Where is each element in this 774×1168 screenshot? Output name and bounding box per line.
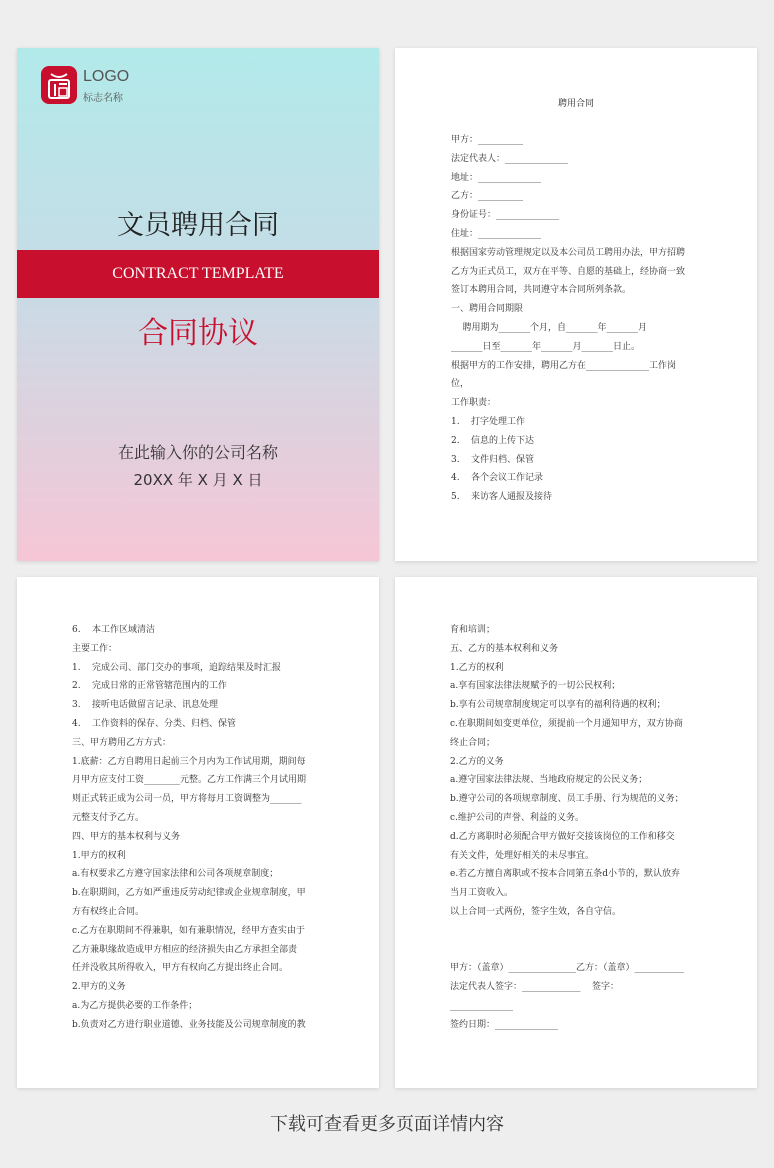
text-line: 以上合同一式两份，签字生效，各自守信。 xyxy=(450,906,622,917)
text-line: 6. 本工作区域清洁 xyxy=(72,625,156,635)
text-line: b.负责对乙方进行职业道德、业务技能及公司规章制度的教 xyxy=(72,1019,306,1030)
contract-page-3 xyxy=(395,577,757,1088)
text-line: 乙方：__________ xyxy=(451,191,524,202)
logo-subtitle: 标志名称 xyxy=(83,93,123,104)
text-line: a.遵守国家法律法规、当地政府规定的公民义务； xyxy=(450,775,648,786)
page-body xyxy=(72,621,330,1035)
text-line: 2.甲方的义务 xyxy=(72,982,126,993)
text-line: c.维护公司的声誉、利益的义务。 xyxy=(450,812,584,823)
text-line: 身份证号：______________ xyxy=(451,210,560,221)
text-line: 乙方兼职缘故造成甲方相应的经济损失由乙方承担全部责 xyxy=(72,944,298,955)
cover-title: 文员聘用合同 xyxy=(117,210,279,241)
text-line: d.乙方离职时必须配合甲方做好交接该岗位的工作和移交 xyxy=(450,831,675,842)
text-line: 方有权终止合同。 xyxy=(72,906,145,917)
text-line: 签约日期：______________ xyxy=(450,1019,559,1030)
text-line: 乙方为正式员工，双方在平等、自愿的基础上，经协商一致 xyxy=(451,266,686,277)
text-line: 3. 接听电话做留言记录、讯息处理 xyxy=(72,700,219,711)
text-line: 有关文件，处理好相关的未尽事宜。 xyxy=(450,850,595,861)
text-line: c.乙方在职期间不得兼职，如有兼职情况，经甲方查实由于 xyxy=(72,925,305,936)
text-line: 法定代表人签字：_____________ 签字： xyxy=(450,982,619,993)
text-line: a.为乙方提供必要的工作条件； xyxy=(72,1000,198,1011)
text-line: a.享有国家法律法规赋予的一切公民权利； xyxy=(450,681,621,692)
text-line: 任并没收其所得收入，甲方有权向乙方提出终止合同。 xyxy=(72,963,289,974)
text-line: 则正式转正成为公司一员，甲方将每月工资调整为_______ xyxy=(72,794,302,805)
page-body xyxy=(450,621,708,1035)
text-line: 1.甲方的权利 xyxy=(72,850,126,861)
text-line: 四、甲方的基本权利与义务 xyxy=(72,831,181,842)
text-line: 2.乙方的义务 xyxy=(450,756,504,767)
contract-page-2 xyxy=(17,577,379,1088)
text-line: 当月工资收入。 xyxy=(450,888,514,899)
text-line: 终止合同； xyxy=(450,737,496,748)
text-line: 1. 完成公司、部门交办的事项，追踪结果及时汇报 xyxy=(72,662,282,673)
text-line: 主要工作： xyxy=(72,643,118,654)
text-line: 根据甲方的工作安排，聘用乙方在______________工作岗 xyxy=(451,360,677,371)
text-line: 1. 打字处理工作 xyxy=(451,416,526,427)
logo-icon xyxy=(41,66,77,104)
page-body xyxy=(451,131,709,507)
text-line: b.享有公司规章制度规定可以享有的福利待遇的权利； xyxy=(450,700,666,711)
text-line: ______________ xyxy=(450,1000,513,1011)
text-line: 工作职责： xyxy=(451,398,497,409)
text-line: 育和培训； xyxy=(450,625,496,635)
text-line: 2. 完成日常的正常管辖范围内的工作 xyxy=(72,681,228,692)
text-line: e.若乙方擅自离职或不按本合同第五条d小节的，默认放弃 xyxy=(450,869,680,880)
text-line: 1.底薪：乙方自聘用日起前三个月内为工作试用期，期间每 xyxy=(72,756,306,767)
text-line: 住址：______________ xyxy=(451,228,542,239)
text-line: b.遵守公司的各项规章制度、员工手册、行为规范的义务； xyxy=(450,794,684,805)
text-line: b.在职期间，乙方如严重违反劳动纪律或企业规章制度，甲 xyxy=(72,888,306,899)
text-line: 聘用期为_______个月，自_______年_______月 xyxy=(451,322,647,333)
logo-text: LOGO xyxy=(83,68,130,85)
cover-date: 20XX 年 X 月 X 日 xyxy=(133,471,263,489)
text-line: 2. 信息的上传下达 xyxy=(451,435,535,446)
text-line: 法定代表人：______________ xyxy=(451,153,569,164)
text-line: 5. 来访客人通报及接待 xyxy=(451,492,553,503)
text-line: c.在职期间如变更单位，须提前一个月通知甲方，双方协商 xyxy=(450,718,683,729)
text-line: 甲方：__________ xyxy=(451,135,524,145)
text-line: 3. 文件归档、保管 xyxy=(451,454,535,465)
text-line: 1.乙方的权利 xyxy=(450,662,504,673)
text-line: 4. 工作资料的保存、分类、归档、保管 xyxy=(72,718,237,729)
text-line: 签订本聘用合同，共同遵守本合同所列条款。 xyxy=(451,285,632,296)
text-line: a.有权要求乙方遵守国家法律和公司各项规章制度； xyxy=(72,869,279,880)
text-line: 地址：______________ xyxy=(451,172,542,183)
text-line: 元整支付予乙方。 xyxy=(72,812,145,823)
document-title: 聘用合同 xyxy=(557,99,594,109)
cover-subtitle: 合同协议 xyxy=(138,316,258,351)
text-line: 月甲方应支付工资________元整。乙方工作满三个月试用期 xyxy=(72,775,307,786)
text-line: 4. 各个会议工作记录 xyxy=(451,473,544,484)
cover-page xyxy=(17,48,379,561)
text-line: 甲方：（盖章）_______________乙方：（盖章）___________ xyxy=(450,963,685,974)
text-line xyxy=(450,941,708,960)
contract-page-1 xyxy=(395,48,757,561)
text-line: 一、聘用合同期限 xyxy=(451,304,524,315)
company-name: 在此输入你的公司名称 xyxy=(117,443,278,462)
text-line: _______日至_______年_______月_______日止。 xyxy=(451,341,641,352)
text-line: 位， xyxy=(451,379,470,390)
text-line: 三、甲方聘用乙方方式： xyxy=(72,737,172,748)
text-line: 五、乙方的基本权利和义务 xyxy=(450,643,559,654)
text-line xyxy=(450,922,708,941)
text-line: 根据国家劳动管理规定以及本公司员工聘用办法，甲方招聘 xyxy=(451,247,686,258)
download-caption: 下载可查看更多页面详情内容 xyxy=(270,1114,504,1135)
contract-template-band: CONTRACT TEMPLATE xyxy=(17,250,379,298)
